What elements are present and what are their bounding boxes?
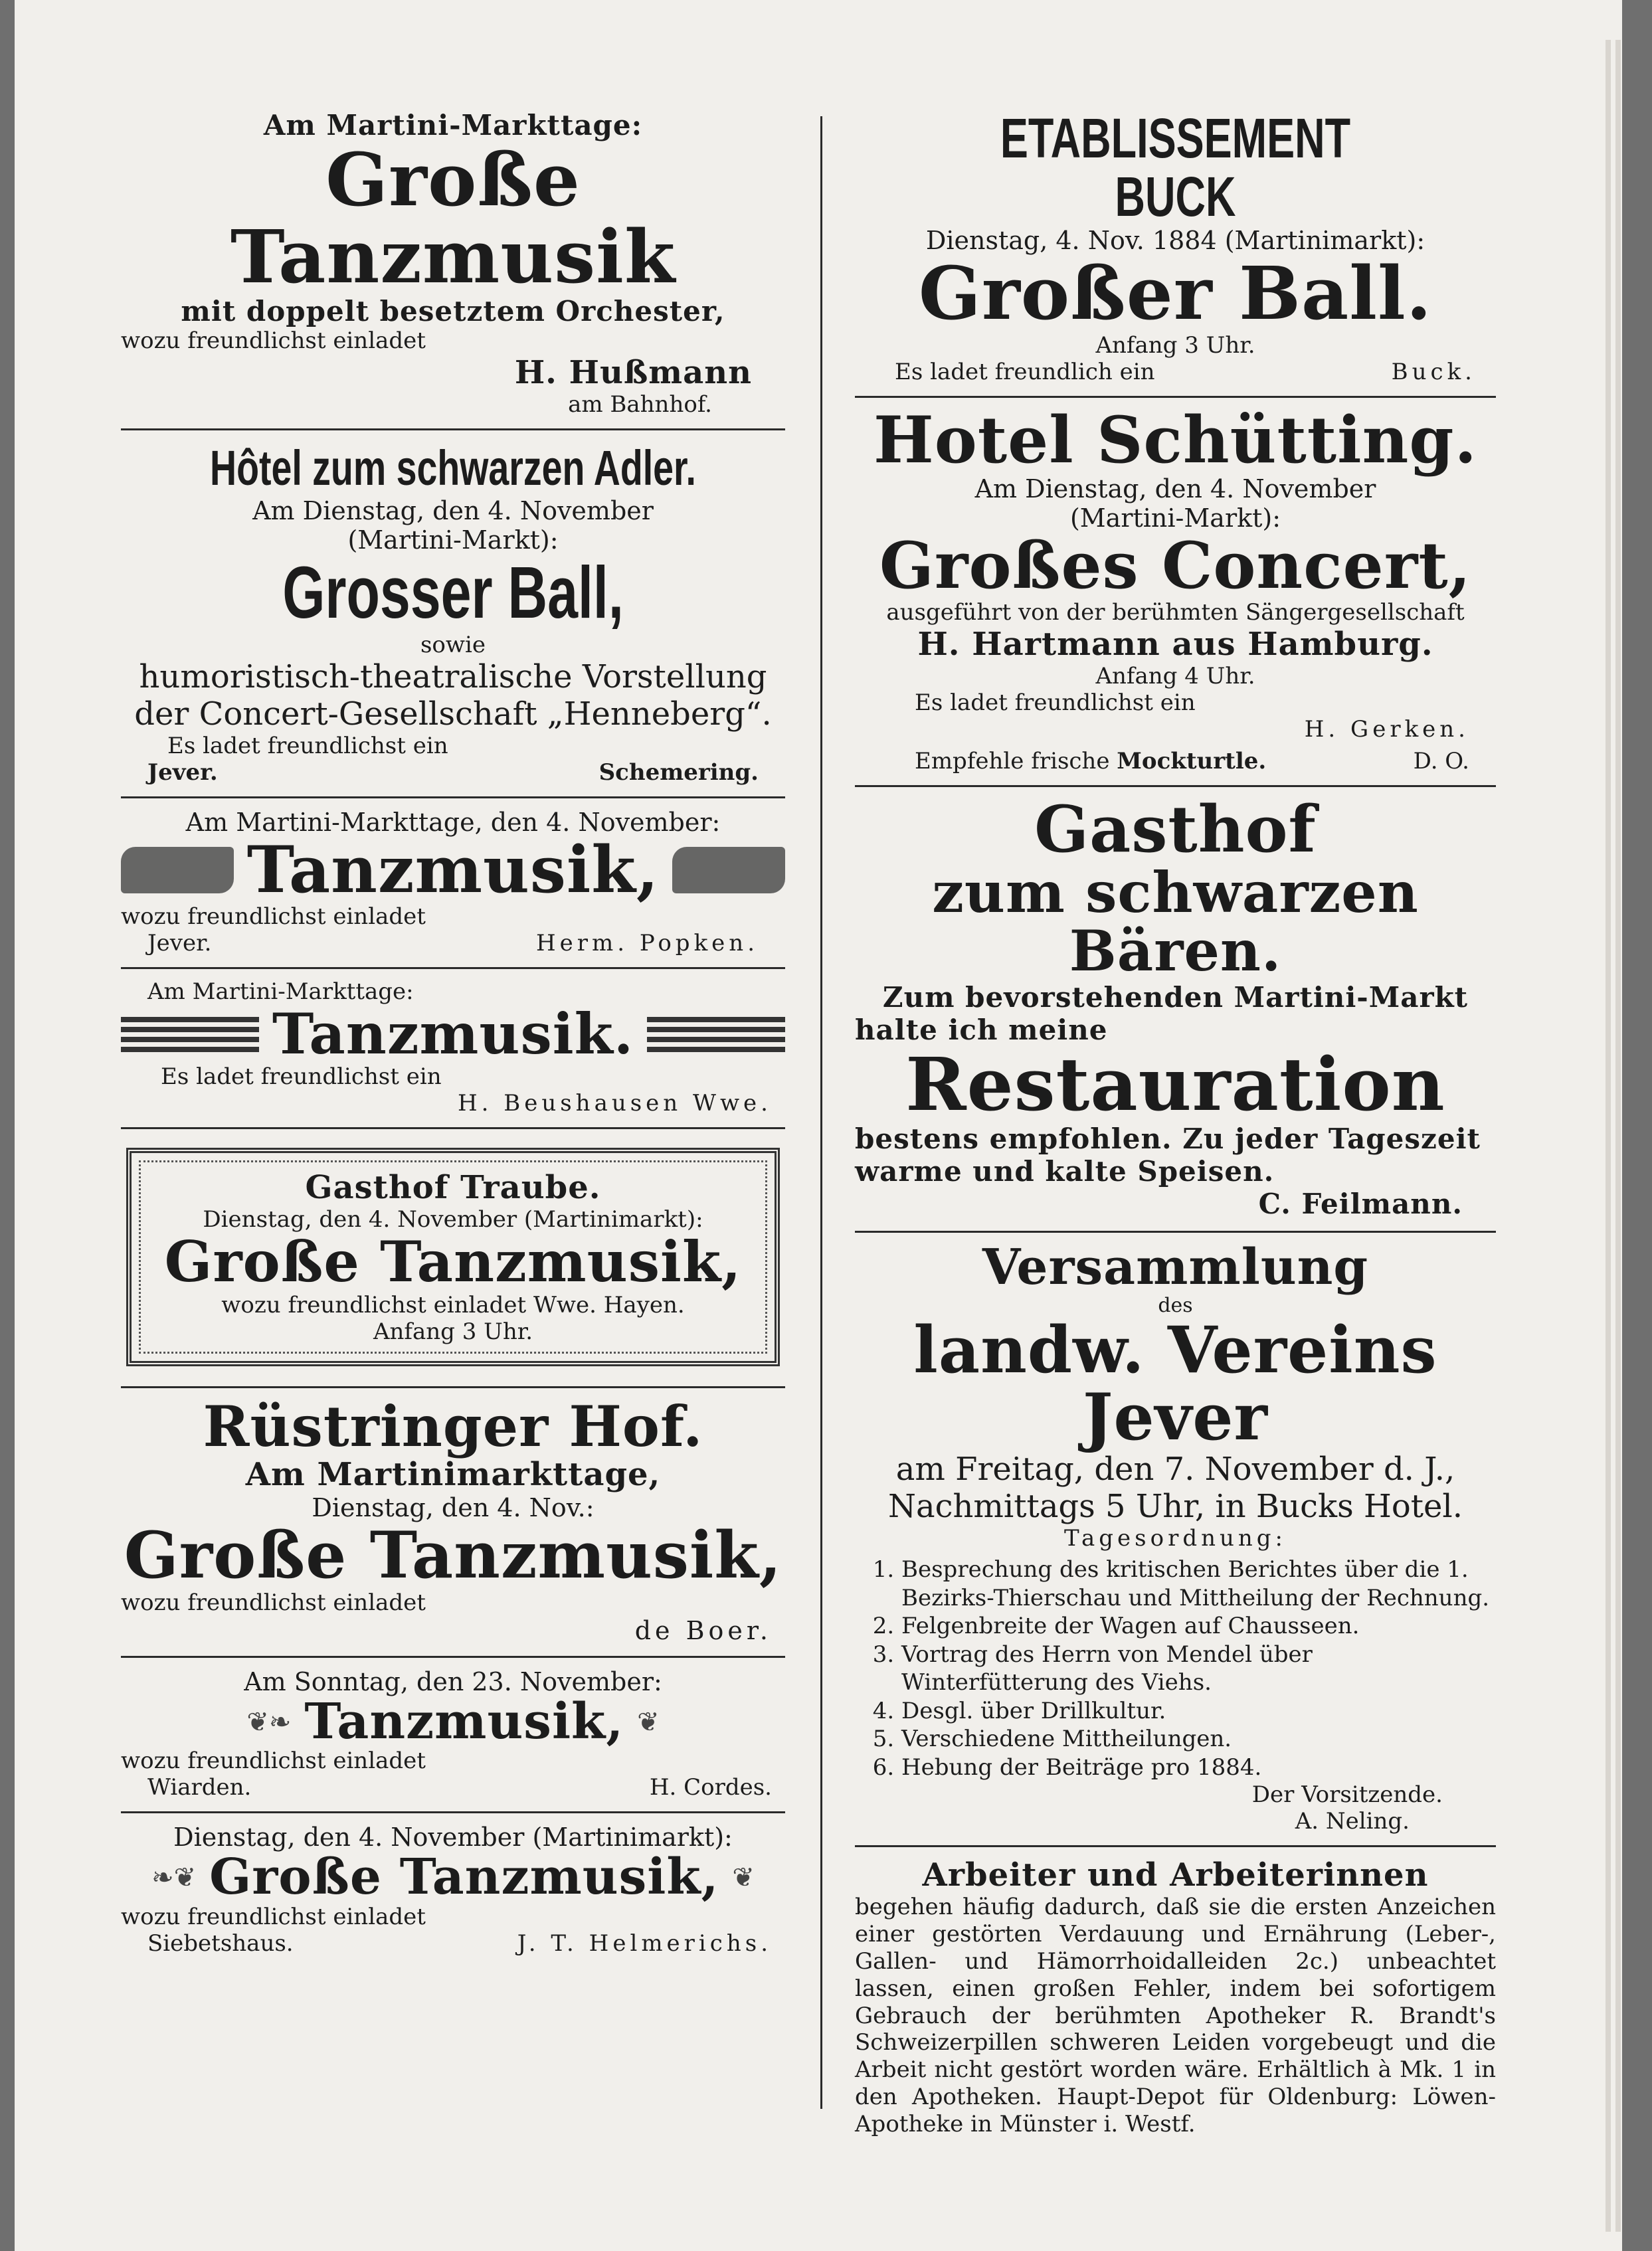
ad-big-headline: Große Tanzmusik, xyxy=(124,1517,782,1593)
ad-signature: D. O. xyxy=(1413,748,1469,775)
flourish-left-icon: ❦❧ xyxy=(246,1706,292,1738)
ad-versammlung xyxy=(855,1233,1496,1847)
ad-signature: H. Cordes. xyxy=(649,1774,772,1801)
ornament-right-icon xyxy=(672,847,785,893)
agenda-item: 2. Felgenbreite der Wagen auf Chausseen. xyxy=(901,1612,1496,1641)
ad-line: Dienstag, den 4. November (Martinimarkt): xyxy=(203,1206,703,1233)
ad-headline: ETABLISSEMENT BUCK xyxy=(1000,107,1351,228)
ad-line: humoristisch-theatralische Vorstellung xyxy=(139,658,767,695)
ad-line: halte ich meine xyxy=(855,1013,1108,1046)
ad-signature: C. Feilmann. xyxy=(1258,1188,1463,1221)
ad-hotel-schwarzen-adler xyxy=(121,430,785,798)
ad-beushausen xyxy=(121,969,785,1129)
ad-line: Es ladet freundlichst ein xyxy=(915,689,1196,717)
ad-line: Am Dienstag, den 4. November xyxy=(974,474,1376,503)
ad-helmerichs xyxy=(121,1813,785,1967)
ad-place: Jever. xyxy=(147,759,218,786)
ad-note-bold: Mockturtle. xyxy=(1117,748,1267,775)
ad-headline: Große Tanzmusik, xyxy=(164,1229,742,1295)
ad-line: wozu freundlichst einladet xyxy=(121,1589,426,1616)
ad-line: wozu freundlichst einladet xyxy=(121,327,426,354)
agenda-item: 4. Desgl. über Drillkultur. xyxy=(901,1697,1496,1726)
ad-signature: J. T. Helmerichs. xyxy=(517,1930,772,1957)
ad-headline: Tanzmusik, xyxy=(304,1692,624,1750)
rule-ornament-left-icon xyxy=(121,1017,259,1052)
ad-line: warme und kalte Speisen. xyxy=(855,1155,1275,1188)
ad-line: wozu freundlichst einladet xyxy=(121,903,426,931)
flourish-left-icon: ❧❦ xyxy=(151,1862,197,1894)
ad-line: wozu freundlichst einladet xyxy=(121,1904,426,1931)
ad-big-headline: Großer Ball. xyxy=(918,250,1433,337)
ad-note: Empfehle frische xyxy=(915,748,1110,775)
ad-line: ausgeführt von der berühmten Sängergesellschaft xyxy=(886,599,1465,626)
ad-line: Es ladet freundlichst ein xyxy=(167,732,448,759)
ad-line: H. Hartmann aus Hamburg. xyxy=(917,626,1433,664)
ad-signature: H. Gerken. xyxy=(1304,716,1469,743)
agenda-item: 5. Verschiedene Mittheilungen. xyxy=(901,1725,1496,1754)
ad-headline: Arbeiter und Arbeiterinnen xyxy=(922,1856,1429,1894)
ad-line: Anfang 4 Uhr. xyxy=(1095,663,1255,690)
ad-headline: Rüstringer Hof. xyxy=(203,1393,703,1459)
ad-signature: Buck. xyxy=(1391,358,1476,385)
ad-big-headline: landw. Vereins Jever xyxy=(913,1312,1437,1455)
ad-big-headline: Restauration xyxy=(905,1041,1445,1127)
ad-cordes xyxy=(121,1658,785,1814)
ad-line: Am Martini-Markttage, den 4. November: xyxy=(185,807,721,837)
page-edge xyxy=(1606,40,1611,2232)
flourish-right-icon: ❦ xyxy=(637,1706,660,1738)
ad-ruestringer-hof xyxy=(121,1388,785,1658)
ad-line: am Freitag, den 7. November d. J., xyxy=(895,1451,1455,1488)
ad-line: Am Sonntag, den 23. November: xyxy=(244,1666,662,1696)
ad-gasthof-schwarzen-baeren xyxy=(855,787,1496,1233)
agenda-list xyxy=(855,1556,1496,1781)
ad-line: wozu freundlichst einladet Wwe. Hayen. xyxy=(221,1291,685,1318)
ad-line: des xyxy=(1158,1293,1193,1317)
agenda-title: Tagesordnung: xyxy=(1063,1525,1287,1552)
ad-line: Anfang 3 Uhr. xyxy=(373,1318,533,1345)
ad-signature-place: am Bahnhof. xyxy=(568,391,712,418)
newspaper-page xyxy=(15,0,1622,2251)
ad-line: Zum bevorstehenden Martini-Markt xyxy=(882,980,1469,1014)
ad-headline: Große Tanzmusik xyxy=(230,137,676,300)
ad-headline: Hotel Schütting. xyxy=(873,402,1477,478)
ad-line: Am Dienstag, den 4. November xyxy=(252,496,654,525)
ad-etablissement-buck xyxy=(855,100,1496,398)
agenda-item: 1. Besprechung des kritischen Berichtes über die 1. Bezirks-Thierschau und Mittheilung der Rechnung. xyxy=(901,1556,1496,1612)
ornament-left-icon xyxy=(121,847,234,893)
ad-signature: de Boer. xyxy=(634,1615,772,1645)
ad-signature: A. Neling. xyxy=(1295,1808,1410,1835)
ad-line: der Concert-Gesellschaft „Henneberg“. xyxy=(134,695,772,733)
ad-title: Gasthof Traube. xyxy=(305,1169,601,1207)
ad-big-headline: Grosser Ball, xyxy=(282,552,624,634)
ad-line: Es ladet freundlich ein xyxy=(895,358,1155,385)
agenda-item: 3. Vortrag des Herrn von Mendel über Winterfütterung des Viehs. xyxy=(901,1641,1496,1697)
ad-headline: Gasthof xyxy=(1034,792,1317,867)
ad-place: Wiarden. xyxy=(147,1774,252,1801)
ad-line: Am Martini-Markttage: xyxy=(263,109,643,141)
ad-line: bestens empfohlen. Zu jeder Tageszeit xyxy=(855,1123,1481,1156)
ad-signature: Herm. Popken. xyxy=(535,930,759,957)
ad-line: sowie xyxy=(420,631,486,658)
ad-signature: Der Vorsitzende. xyxy=(1251,1781,1443,1809)
ad-signature: H. Hußmann xyxy=(514,354,752,391)
ad-line: (Martini-Markt): xyxy=(347,525,559,555)
ad-signature: H. Beushausen Wwe. xyxy=(457,1090,772,1117)
ornamental-border xyxy=(126,1148,780,1366)
column-divider xyxy=(820,116,822,2109)
ad-arbeiter xyxy=(855,1847,1496,2148)
ad-headline: Hôtel zum schwarzen Adler. xyxy=(210,440,696,495)
ad-line: Am Martini-Markttage: xyxy=(147,978,414,1006)
ad-signature: Schemering. xyxy=(598,759,759,786)
ad-line: Es ladet freundlichst ein xyxy=(161,1063,442,1091)
ad-gasthof-traube xyxy=(121,1129,785,1388)
ad-hussmann xyxy=(121,100,785,430)
flourish-right-icon: ❦ xyxy=(732,1862,755,1894)
ad-line: Am Martinimarkttage, xyxy=(245,1455,661,1493)
ad-headline: zum schwarzen Bären. xyxy=(932,859,1419,984)
rule-ornament-right-icon xyxy=(647,1017,785,1052)
ad-line: mit doppelt besetztem Orchester, xyxy=(181,295,725,327)
ad-headline: Tanzmusik. xyxy=(272,1001,634,1067)
ad-line: Dienstag, 4. Nov. 1884 (Martinimarkt): xyxy=(925,226,1425,256)
ad-line: Nachmittags 5 Uhr, in Bucks Hotel. xyxy=(887,1488,1463,1526)
ad-place: Siebetshaus. xyxy=(147,1930,294,1957)
ad-line: wozu freundlichst einladet xyxy=(121,1748,426,1775)
page-edge xyxy=(1615,40,1621,2232)
ad-body: begehen häufig dadurch, daß sie die ersten Anzeichen einer gestörten Verdauung und Ernährung (Leber-, Gallen- und Hämorrhoidalleiden 2c.) unbeachtet lassen, einen großen Fehler, indem bei sofortigem Gebrauch der berühmten Apotheker R. Brandt's Schweizerpillen schweren Leiden vorgebeugt und die Arbeit nicht gestört worden wäre. Erhältlich à Mk. 1 in den Apotheken. Haupt-Depot für Oldenburg: Löwen-Apotheke in Münster i. Westf. xyxy=(855,1894,1496,2137)
ad-big-headline: Großes Concert, xyxy=(879,527,1472,603)
ad-line: Dienstag, den 4. Nov.: xyxy=(312,1492,595,1522)
agenda-item: 6. Hebung der Beiträge pro 1884. xyxy=(901,1754,1496,1782)
ad-headline: Versammlung xyxy=(982,1239,1369,1297)
ad-headline: Tanzmusik, xyxy=(246,832,660,907)
left-column xyxy=(121,100,785,1967)
ad-line: (Martini-Markt): xyxy=(1069,503,1281,533)
ad-headline: Große Tanzmusik, xyxy=(209,1848,719,1906)
ad-line: Anfang 3 Uhr. xyxy=(1095,331,1255,359)
ad-popken xyxy=(121,798,785,970)
ad-line: Dienstag, den 4. November (Martinimarkt): xyxy=(173,1823,733,1852)
right-column xyxy=(855,100,1496,2149)
ad-place: Jever. xyxy=(147,930,212,957)
ad-hotel-schuetting xyxy=(855,398,1496,788)
